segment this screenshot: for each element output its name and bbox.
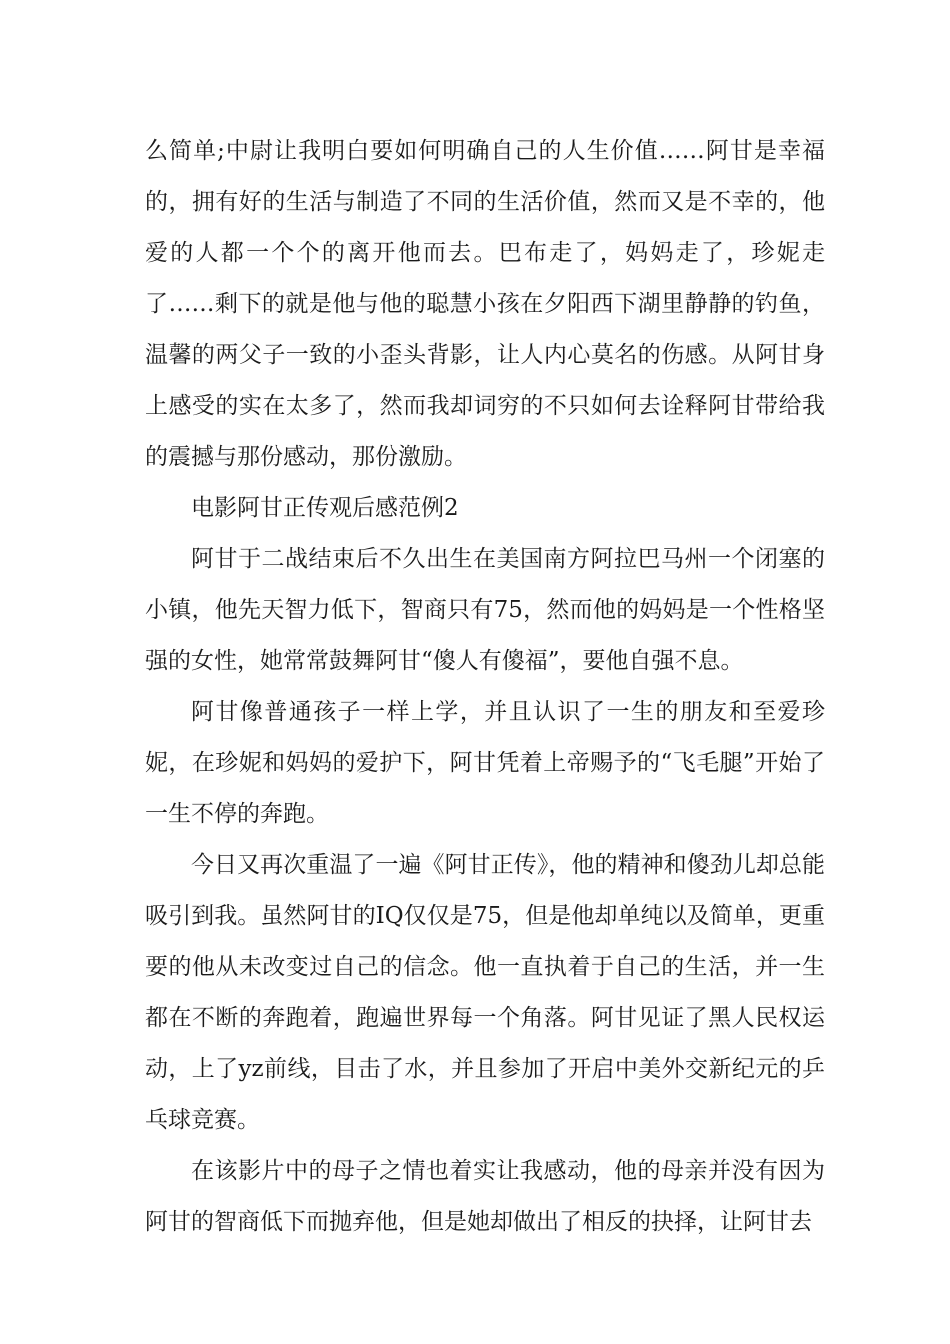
paragraph: 阿甘像普通孩子一样上学，并且认识了一生的朋友和至爱珍妮，在珍妮和妈妈的爱护下，阿甘凭着上帝赐予的“飞毛腿”开始了一生不停的奔跑。 xyxy=(145,699,825,827)
section-heading: 电影阿甘正传观后感范例2 xyxy=(191,495,459,521)
paragraph: 在该影片中的母子之情也着实让我感动，他的母亲并没有因为阿甘的智商低下而抛弃他，但是她却做出了相反的抉择，让阿甘去 xyxy=(145,1158,825,1235)
paragraph: 阿甘于二战结束后不久出生在美国南方阿拉巴马州一个闭塞的小镇，他先天智力低下，智商只有75，然而他的妈妈是一个性格坚强的女性，她常常鼓舞阿甘“傻人有傻福”，要他自强不息。 xyxy=(145,546,825,674)
document-body xyxy=(145,126,825,1248)
paragraph: 今日又再次重温了一遍《阿甘正传》，他的精神和傻劲儿却总能吸引到我。虽然阿甘的IQ仅仅是75，但是他却单纯以及简单，更重要的他从未改变过自己的信念。他一直执着于自己的生活，并一生都在不断的奔跑着，跑遍世界每一个角落。阿甘见证了黑人民权运动，上了yz前线，目击了水，并且参加了开启中美外交新纪元的乒乓球竞赛。 xyxy=(145,852,825,1133)
paragraph-continuation: 么简单;中尉让我明白要如何明确自己的人生价值……阿甘是幸福的，拥有好的生活与制造了不同的生活价值，然而又是不幸的，他爱的人都一个个的离开他而去。巴布走了，妈妈走了，珍妮走了……剩下的就是他与他的聪慧小孩在夕阳西下湖里静静的钓鱼，温馨的两父子一致的小歪头背影，让人内心莫名的伤感。从阿甘身上感受的实在太多了，然而我却词穷的不只如何去诠释阿甘带给我的震撼与那份感动，那份激励。 xyxy=(145,138,825,470)
